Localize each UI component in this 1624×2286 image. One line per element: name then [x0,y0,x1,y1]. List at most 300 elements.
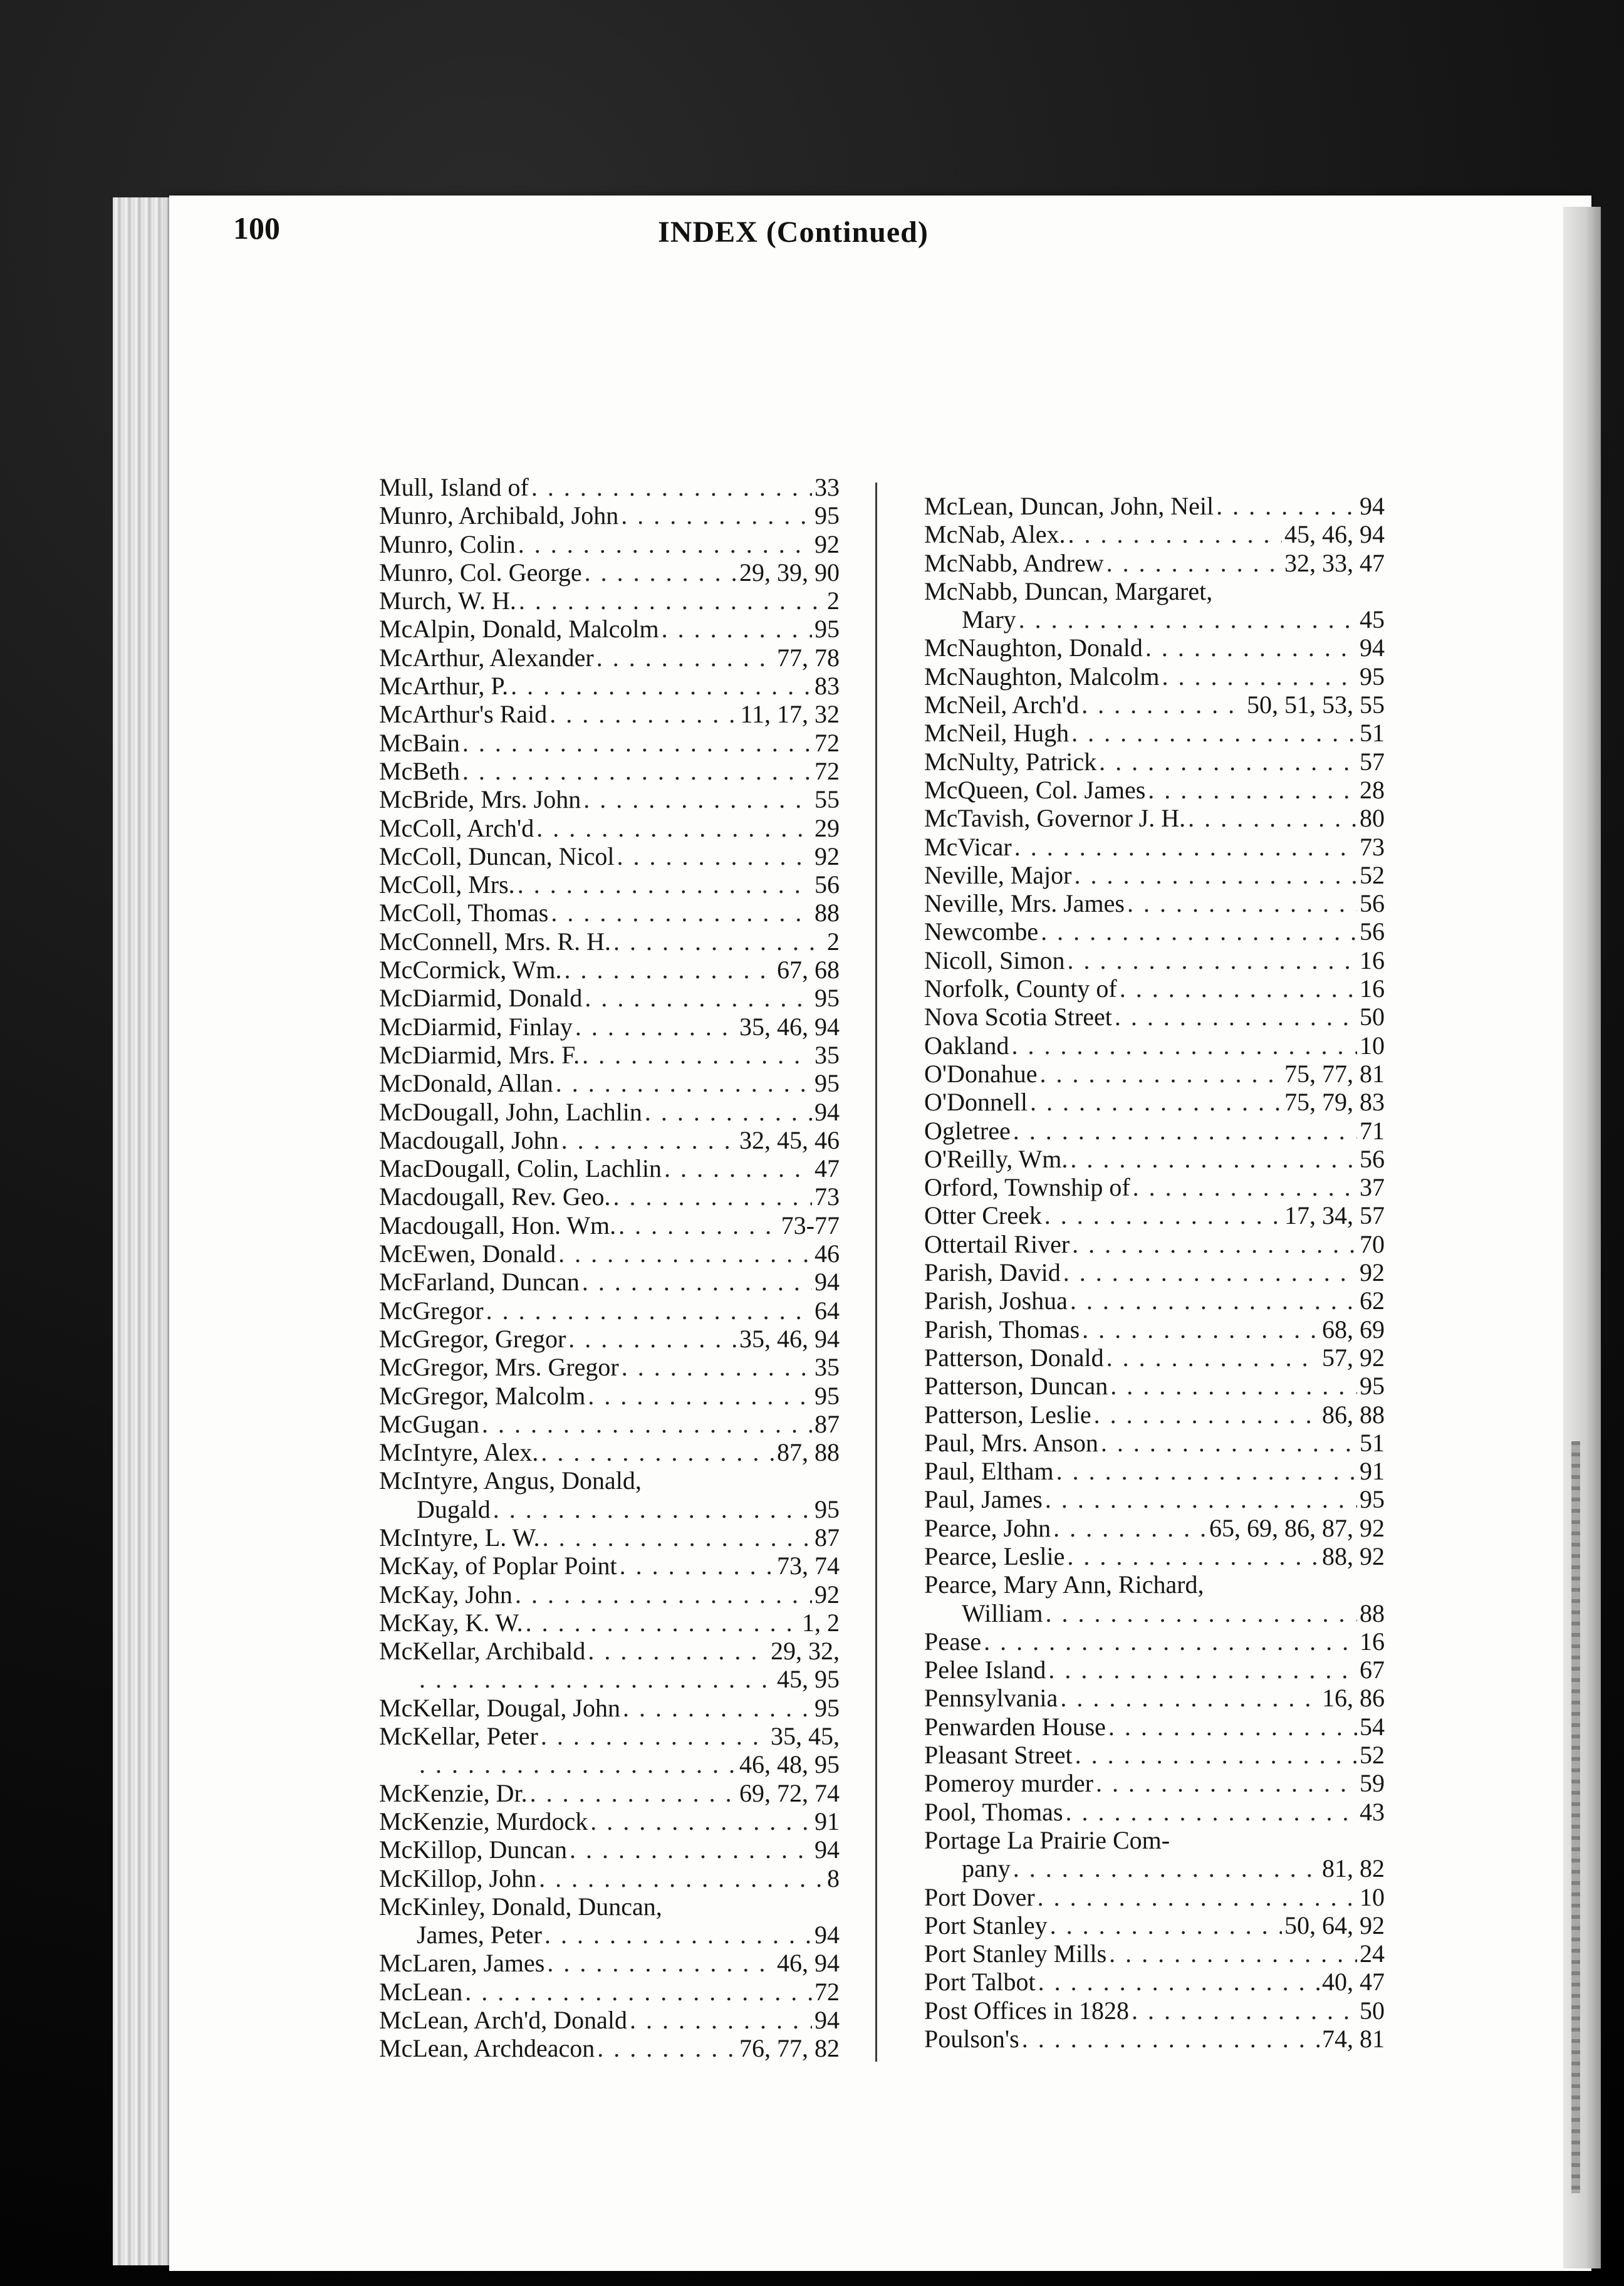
entry-pages: 76, 77, 82 [739,2034,840,2063]
entry-name: Patterson, Duncan [924,1372,1108,1401]
entry-name: McIntyre, Angus, Donald, [379,1466,642,1495]
leader-dots [582,1268,812,1296]
leader-dots [568,1325,737,1353]
entry-name: Orford, Township of [924,1173,1130,1202]
entry-pages: 74, 81 [1322,2025,1385,2054]
entry-name: McLean [379,1977,463,2006]
index-entry [379,1892,840,1921]
leader-dots [664,1154,812,1182]
entry-pages: 10 [1360,1882,1385,1911]
entry-pages: 29, 32, [771,1637,840,1666]
index-entry [924,1287,1385,1315]
entry-pages: 24 [1360,1939,1385,1968]
entry-pages: 52 [1360,1741,1385,1770]
index-entry [379,530,840,558]
leader-dots [1075,1741,1357,1769]
entry-name: McNulty, Patrick [924,747,1097,776]
entry-name: McKellar, Peter [379,1722,538,1751]
leader-dots [620,1552,774,1580]
entry-name: O'Donnell [924,1088,1028,1117]
entry-pages: 94 [815,1097,840,1126]
leader-dots [583,785,812,813]
leader-dots [1048,1656,1357,1684]
index-entry [924,1542,1385,1570]
entry-name: Pearce, Mary Ann, Richard, [924,1570,1204,1599]
leader-dots [1108,1713,1357,1741]
entry-name: Macdougall, John [379,1125,559,1154]
leader-dots [1045,1485,1357,1513]
entry-pages: 94 [815,1835,840,1864]
entry-name: McFarland, Duncan [379,1268,580,1297]
index-entry [379,587,840,615]
entry-pages: 64 [815,1296,840,1325]
index-entry [924,1258,1385,1287]
leader-dots [1067,946,1357,974]
index-entry [924,889,1385,917]
entry-pages: 17, 34, 57 [1284,1201,1385,1230]
entry-pages: 10 [1360,1031,1385,1060]
leader-dots [486,1297,812,1325]
index-entry [379,1240,840,1268]
index-entry [379,2034,840,2062]
entry-name: McKay, K. W. [379,1608,523,1637]
entry-pages: 95 [815,984,840,1013]
leader-dots [645,1098,812,1126]
entry-pages: 46 [815,1240,840,1268]
leader-dots [541,1722,768,1750]
entry-pages: 83 [815,672,840,701]
index-entry [379,899,840,927]
leader-dots [1068,520,1282,548]
entry-name: Portage La Prairie Com- [924,1825,1170,1854]
entry-name: Poulson's [924,2025,1019,2054]
index-entry [379,814,840,842]
entry-name: O'Reilly, Wm. [924,1144,1068,1173]
leader-dots [1120,974,1357,1003]
entry-name: McKillop, Duncan [379,1835,567,1864]
index-entry [924,691,1385,719]
entry-pages: 92 [1360,1258,1385,1287]
index-entry [379,1098,840,1126]
entry-pages: 77, 78 [777,643,840,672]
entry-name: Port Talbot [924,1968,1036,1996]
entry-pages: 65, 69, 86, 87, 92 [1209,1513,1385,1542]
entry-pages: 37 [1360,1173,1385,1202]
entry-pages: 92 [815,1580,840,1609]
index-entry [924,1883,1385,1911]
entry-name: McEwen, Donald [379,1240,556,1268]
page-title: INDEX (Continued) [658,216,929,249]
index-entry [924,1145,1385,1173]
leader-dots [1072,1230,1357,1258]
entry-pages: 70 [1360,1229,1385,1258]
index-entry [924,1684,1385,1712]
entry-pages: 46, 48, 95 [739,1750,840,1779]
entry-pages: 11, 17, 32 [740,700,840,729]
entry-name: McVicar [924,832,1012,861]
entry-pages: 50 [1360,1003,1385,1031]
leader-dots [1081,691,1244,719]
entry-pages: 32, 45, 46 [739,1125,840,1154]
leader-dots [1012,1031,1357,1060]
entry-name: McTavish, Governor J. H. [924,804,1186,833]
entry-name: McLean, Archdeacon [379,2034,595,2063]
entry-pages: 94 [815,1921,840,1949]
entry-pages: 47 [815,1154,840,1183]
leader-dots [1132,1996,1357,2025]
entry-pages: 33 [815,473,840,501]
index-entry [924,520,1385,548]
leader-dots [596,644,774,672]
entry-name: McKellar, Dougal, John [379,1693,620,1722]
leader-dots [518,530,812,558]
entry-pages: 50 [1360,1996,1385,2025]
entry-name: Port Stanley [924,1911,1048,1939]
entry-pages: 72 [815,756,840,785]
index-entry [924,1485,1385,1513]
entry-pages: 73 [1360,832,1385,861]
index-entry [924,1968,1385,1996]
leader-dots [984,1627,1357,1656]
entry-pages: 71 [1360,1116,1385,1145]
index-entry [379,2006,840,2034]
index-entry [924,1060,1385,1088]
entry-pages: 68, 69 [1322,1315,1385,1344]
leader-dots [1063,1258,1357,1287]
index-entry [924,719,1385,747]
entry-name: Port Dover [924,1882,1035,1911]
entry-pages: 57, 92 [1322,1343,1385,1372]
entry-name: Norfolk, County of [924,974,1117,1003]
leader-dots [1101,1429,1357,1457]
entry-pages: 62 [1360,1287,1385,1315]
entry-pages: 16 [1360,946,1385,974]
entry-name: McLean, Duncan, John, Neil [924,492,1214,520]
entry-pages: 35, 45, [771,1722,840,1751]
entry-name: Port Stanley Mills [924,1939,1107,1968]
entry-name: McLaren, James [379,1949,545,1978]
entry-name: McQueen, Col. James [924,775,1146,804]
leader-dots [618,1211,779,1240]
entry-name: McLean, Arch'd, Donald [379,2006,627,2035]
entry-name: Paul, Mrs. Anson [924,1428,1098,1457]
entry-name: William [962,1599,1043,1627]
entry-pages: 50, 51, 53, 55 [1247,691,1385,719]
leader-dots [556,1069,812,1097]
leader-dots [1038,1883,1357,1911]
index-entry [379,842,840,870]
index-entry [379,1978,840,2006]
entry-pages: 87 [815,1523,840,1552]
entry-name: Parish, Thomas [924,1315,1080,1344]
index-entry [379,1580,840,1609]
index-entry [379,700,840,728]
entry-name: Mull, Island of [379,473,529,501]
entry-name: Neville, Major [924,860,1072,889]
entry-name: McDiarmid, Donald [379,984,583,1013]
entry-name: McKellar, Archibald [379,1637,586,1666]
entry-name: Paul, Eltham [924,1457,1054,1486]
entry-pages: 88 [1360,1599,1385,1627]
entry-pages: 94 [1360,492,1385,520]
leader-dots [1066,1798,1357,1826]
entry-pages: 95 [815,1693,840,1722]
entry-name: Nicoll, Simon [924,946,1065,974]
entry-pages: 56 [815,870,840,899]
leader-dots [1067,1542,1320,1570]
entry-pages: 55 [815,785,840,814]
entry-pages: 87 [815,1409,840,1438]
entry-name: Macdougall, Hon. Wm. [379,1211,617,1240]
entry-pages: 72 [815,728,840,757]
entry-pages: 54 [1360,1712,1385,1741]
index-entry [924,861,1385,889]
entry-name: McCormick, Wm. [379,956,562,984]
index-entry [379,1382,840,1410]
entry-name: McKinley, Donald, Duncan, [379,1892,662,1921]
entry-pages: 75, 77, 81 [1284,1059,1385,1088]
index-entry [924,833,1385,861]
index-entry [924,1854,1385,1882]
entry-name: O'Donahue [924,1059,1038,1088]
entry-pages: 92 [815,530,840,558]
leader-dots [585,984,812,1012]
index-entry [924,974,1385,1003]
entry-pages: 40, 47 [1322,1968,1385,1996]
leader-dots [561,1126,737,1154]
index-entry [379,1182,840,1211]
index-entry [379,785,840,813]
leader-dots [1133,1173,1357,1201]
leader-dots [1038,1968,1320,1996]
entry-name: McColl, Duncan, Nicol [379,842,615,870]
leader-dots [1075,861,1358,889]
index-entry [924,1117,1385,1145]
leader-dots [558,1240,812,1268]
entry-name: McArthur, P. [379,672,509,701]
entry-name: Pleasant Street [924,1741,1073,1770]
entry-name: Munro, Archibald, John [379,501,619,530]
index-entry [379,1637,840,1665]
entry-name: McDougall, John, Lachlin [379,1097,642,1126]
index-entry [379,956,840,984]
entry-pages: 45, 46, 94 [1284,520,1385,549]
entry-pages: 28 [1360,775,1385,804]
leader-dots [482,1410,812,1438]
page-number: 100 [233,211,280,246]
leader-dots [547,1949,774,1977]
leader-dots [622,1353,812,1381]
entry-pages: 95 [1360,1372,1385,1401]
index-entry [924,662,1385,691]
entry-name: McDonald, Allan [379,1069,553,1098]
index-entry [924,634,1385,662]
index-entry [379,644,840,672]
leader-dots [1162,662,1358,691]
index-entry [924,776,1385,804]
index-entry [379,1835,840,1864]
entry-name: Pearce, John [924,1513,1051,1542]
index-entry [379,1523,840,1552]
leader-dots [613,1182,812,1211]
book-binding [1563,207,1601,2268]
index-entry [924,1344,1385,1372]
leader-dots [585,558,737,587]
index-entry [379,984,840,1012]
entry-pages: 35, 46, 94 [739,1324,840,1353]
leader-dots [419,1750,737,1778]
entry-name: McColl, Arch'd [379,813,534,842]
entry-pages: 94 [815,1268,840,1297]
leader-dots [1070,1287,1357,1315]
entry-name: McGregor, Gregor [379,1324,566,1353]
entry-pages: 73-77 [781,1211,840,1240]
index-entry [924,1315,1385,1344]
index-entry [924,1911,1385,1939]
entry-pages: 88, 92 [1322,1542,1385,1570]
index-entry [379,870,840,899]
leader-dots [1041,917,1357,946]
index-entry [924,1514,1385,1542]
entry-pages: 91 [815,1807,840,1835]
leader-dots [539,1864,825,1892]
index-entry [379,1410,840,1438]
index-entry [379,1126,840,1154]
entry-pages: 50, 64, 92 [1284,1911,1385,1939]
entry-pages: 43 [1360,1797,1385,1826]
index-entry [924,1939,1385,1968]
entry-name: Oakland [924,1031,1009,1060]
entry-pages: 69, 72, 74 [739,1778,840,1807]
entry-pages: 35 [815,1353,840,1382]
entry-pages: 73, 74 [777,1552,840,1580]
entry-name: Newcombe [924,917,1039,946]
entry-pages: 94 [815,2006,840,2035]
entry-pages: 35, 46, 94 [739,1012,840,1041]
leader-dots [1096,1769,1357,1797]
index-entry [379,1268,840,1296]
entry-pages: 29 [815,813,840,842]
leader-dots [1060,1684,1320,1712]
index-column-left [379,473,840,2063]
entry-pages: 51 [1360,1428,1385,1457]
entry-name: McBain [379,728,460,757]
index-entry [924,804,1385,832]
entry-pages: 94 [1360,634,1385,662]
entry-pages: 59 [1360,1769,1385,1798]
entry-pages: 95 [1360,1485,1385,1514]
leader-dots [1145,634,1357,662]
leader-dots [465,1978,812,2006]
leader-dots [530,1779,737,1807]
index-entry [924,748,1385,776]
index-entry [924,1599,1385,1627]
leader-dots [1071,719,1357,747]
entry-pages: 45 [1360,605,1385,634]
entry-name: pany [962,1854,1011,1883]
index-entry [379,1495,840,1523]
entry-name: McArthur, Alexander [379,643,594,672]
entry-name: McNabb, Duncan, Margaret, [924,577,1213,605]
entry-pages: 95 [815,615,840,644]
index-entry [379,1297,840,1325]
entry-pages: 45, 95 [777,1665,840,1694]
leader-dots [564,956,774,984]
entry-pages: 1, 2 [802,1608,840,1637]
entry-pages: 16, 86 [1322,1684,1385,1713]
entry-pages: 95 [815,501,840,530]
index-column-right [924,492,1385,2053]
index-entry [924,1457,1385,1485]
entry-pages: 56 [1360,889,1385,918]
leader-dots [588,1637,768,1665]
entry-pages: 51 [1360,719,1385,748]
entry-name: Pennsylvania [924,1684,1058,1713]
leader-dots [493,1495,812,1523]
leader-dots [630,2006,812,2034]
index-entry [379,1041,840,1069]
leader-dots [1106,549,1282,577]
entry-name: Ogletree [924,1116,1011,1145]
index-entry [379,1694,840,1722]
leader-dots [1014,833,1357,861]
entry-name: McArthur's Raid [379,700,548,729]
entry-name: Otter Creek [924,1201,1042,1230]
index-entry [924,917,1385,946]
entry-pages: 2 [827,927,840,956]
entry-name: McAlpin, Donald, Malcolm [379,615,659,644]
entry-pages: 73 [815,1182,840,1211]
index-entry [924,1627,1385,1656]
leader-dots [590,1807,812,1835]
index-entry [379,757,840,785]
entry-pages: 95 [815,1381,840,1410]
entry-pages: 88 [815,899,840,927]
binding-thread [1571,1441,1580,2193]
entry-pages: 87, 88 [777,1438,840,1467]
entry-name: McGregor, Mrs. Gregor [379,1353,619,1382]
index-entry [379,1325,840,1353]
index-entry [379,473,840,501]
index-entry [379,1779,840,1807]
entry-name: McNaughton, Malcolm [924,662,1160,691]
entry-name: Pomeroy murder [924,1769,1093,1798]
entry-pages: 2 [827,587,840,615]
index-entry [379,1609,840,1637]
entry-name: Penwarden House [924,1712,1106,1741]
entry-name: Parish, David [924,1258,1061,1287]
leader-dots [1115,1003,1357,1031]
entry-pages: 72 [815,1977,840,2006]
entry-name: McKenzie, Murdock [379,1807,588,1835]
entry-name: Pool, Thomas [924,1797,1063,1826]
index-entry [379,927,840,956]
leader-dots [1127,889,1357,917]
leader-dots [531,473,812,501]
entry-pages: 67 [1360,1656,1385,1684]
entry-name: Pease [924,1627,982,1656]
entry-name: Paul, James [924,1485,1043,1514]
entry-pages: 67, 68 [777,956,840,984]
entry-name: Neville, Mrs. James [924,889,1125,918]
index-entry [924,946,1385,974]
index-entry [379,1552,840,1580]
index-entry [924,1570,1385,1599]
entry-name: Post Offices in 1828 [924,1996,1130,2025]
entry-name: Ottertail River [924,1229,1070,1258]
entry-pages: 35 [815,1040,840,1069]
entry-pages: 16 [1360,1627,1385,1656]
